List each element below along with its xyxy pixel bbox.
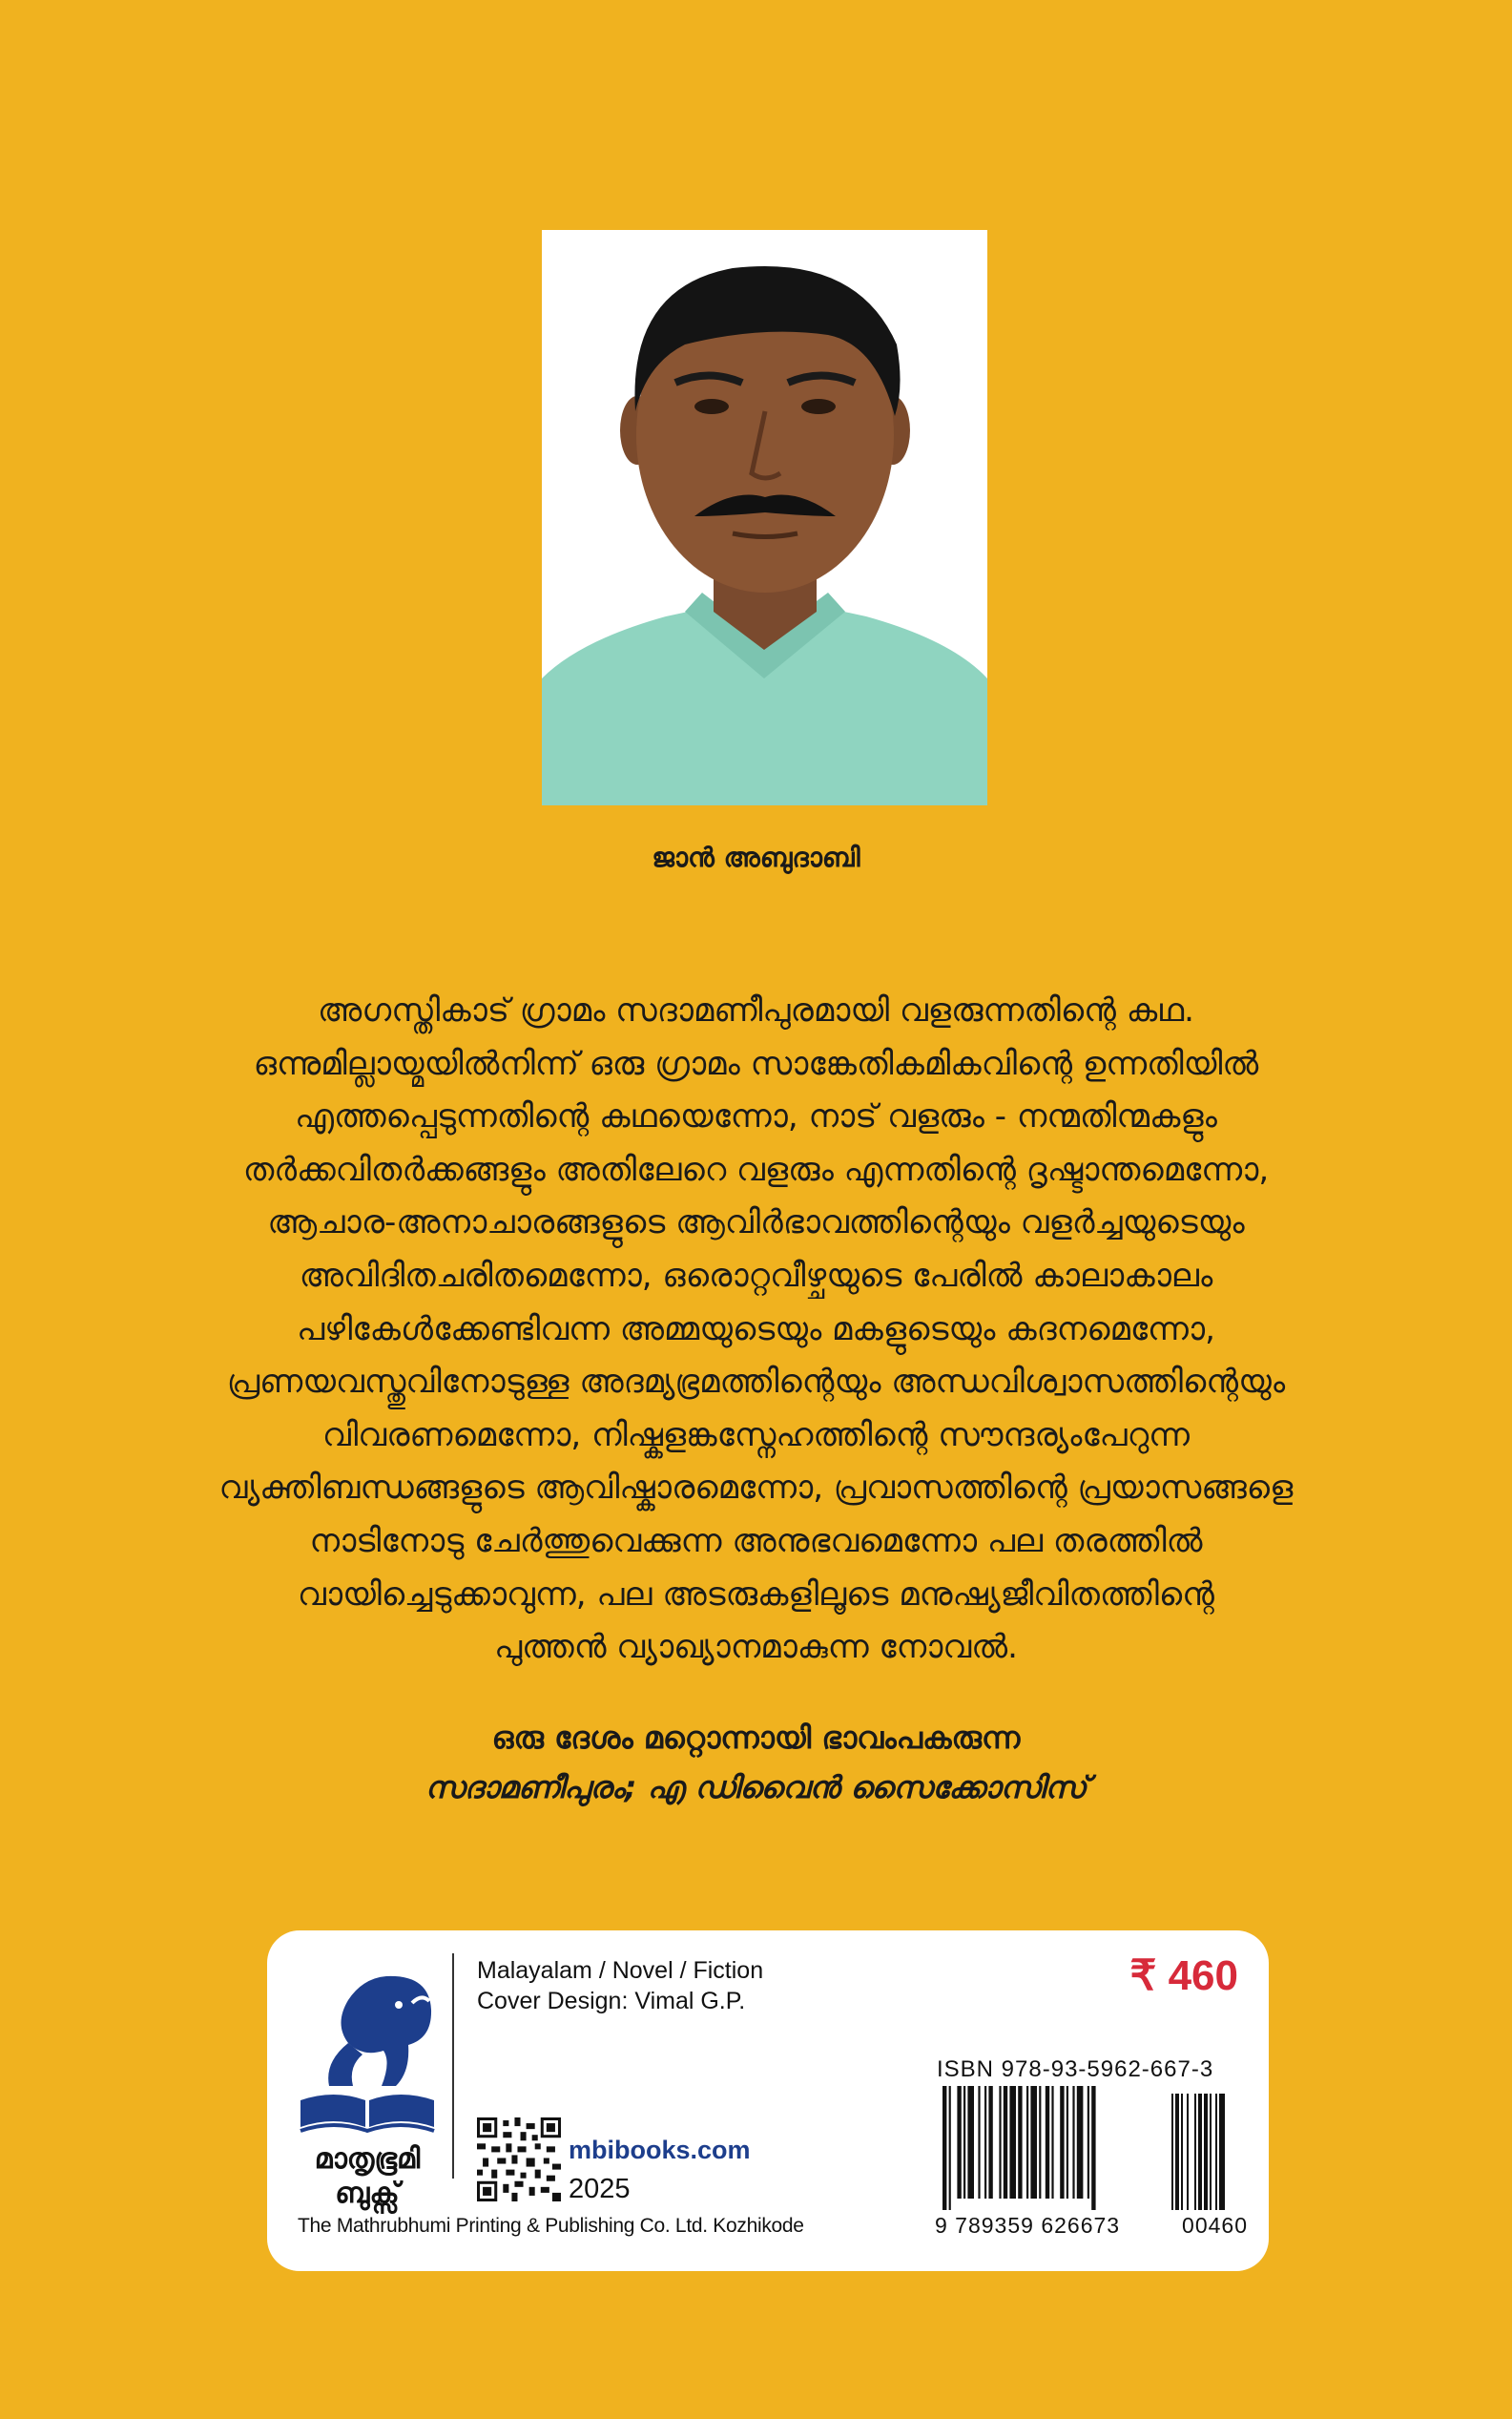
blurb-line: തർക്കവിതർക്കങ്ങളും അതിലേറെ വളരും എന്നതിന്റെ ദൃഷ്ടാന്തമെന്നോ, (242, 1150, 1270, 1189)
book-blurb (124, 985, 1388, 1675)
publisher-info-card (267, 1930, 1269, 2271)
card-divider (452, 1953, 454, 2179)
blurb-line: വ്യക്തിബന്ധങ്ങളുടെ ആവിഷ്കാരമെന്നോ, പ്രവാസത്തിന്റെ പ്രയാസങ്ങളെ (218, 1469, 1294, 1508)
blurb-line: ആചാര-അനാചാരങ്ങളുടെ ആവിർഭാവത്തിന്റെയും വളർച്ചയുടെയും (267, 1203, 1245, 1242)
blurb-line: നാടിനോടു ചേർത്തുവെക്കുന്ന അനുഭവമെന്നോ പല തരത്തിൽ (309, 1521, 1203, 1560)
qr-code-icon (477, 2117, 561, 2201)
blurb-line: പഴികേൾക്കേണ്ടിവന്ന അമ്മയുടെയും മകളുടെയും കദനമെന്നോ, (297, 1309, 1215, 1348)
book-category: Malayalam / Novel / Fiction (477, 1957, 764, 1984)
logo-text-line: ബുക്സ് (335, 2177, 400, 2210)
book-title: സദാമണീപുരം; എ ഡിവൈൻ സൈക്കോസിസ് (425, 1769, 1087, 1805)
logo-text-line: മാതൃഭൂമി (314, 2142, 421, 2176)
cover-design-credit: Cover Design: Vimal G.P. (477, 1988, 746, 2014)
publisher-logo-text (296, 2142, 439, 2211)
blurb-line: അവിദിതചരിതമെന്നോ, ഒരൊറ്റവീഴ്ചയുടെ പേരിൽ കാലാകാലം (299, 1256, 1213, 1295)
publication-year: 2025 (569, 2174, 631, 2204)
isbn: ISBN 978-93-5962-667-3 (937, 2056, 1214, 2082)
tagline (0, 1713, 1512, 1812)
blurb-line: അഗസ്തികാട് ഗ്രാമം സദാമണീപുരമായി വളരുന്നതിന്റെ കഥ. (318, 991, 1194, 1030)
blurb-line: പ്രണയവസ്തുവിനോടുള്ള അദമ്യഭ്രമത്തിന്റെയും അന്ധവിശ്വാസത്തിന്റെയും (226, 1363, 1286, 1402)
website-link[interactable]: mbibooks.com (569, 2136, 751, 2164)
tagline-text: ഒരു ദേശം മറ്റൊന്നായി ഭാവംപകരുന്ന (491, 1720, 1021, 1756)
blurb-line: എത്തപ്പെടുന്നതിന്റെ കഥയെന്നോ, നാട് വളരും - നന്മതിന്മകളും (295, 1097, 1217, 1137)
author-photo (542, 230, 987, 805)
blurb-line: വിവരണമെന്നോ, നിഷ്കളങ്കസ്നേഹത്തിന്റെ സൗന്ദര്യംപേറുന്ന (321, 1415, 1190, 1454)
author-name: ജാൻ അബുദാബി (652, 842, 860, 873)
blurb-line: ഒന്നുമില്ലായ്മയിൽനിന്ന് ഒരു ഗ്രാമം സാങ്കേതികമികവിന്റെ ഉന്നതിയിൽ (253, 1044, 1259, 1083)
blurb-line: പുത്തൻ വ്യാഖ്യാനമാകുന്ന നോവൽ. (494, 1628, 1018, 1667)
barcode-icon (935, 2086, 1248, 2210)
barcode-main-digits: 9 789359 626673 (935, 2213, 1121, 2238)
elephant-book-logo-icon (296, 1967, 439, 2138)
blurb-line: വായിച്ചെടുക്കാവുന്ന, പല അടരുകളിലൂടെ മനുഷ്യജീവിതത്തിന്റെ (298, 1574, 1214, 1614)
book-meta (477, 1955, 763, 2016)
price: ₹ 460 (1129, 1952, 1238, 1999)
publisher-name: The Mathrubhumi Printing & Publishing Co. Ltd. Kozhikode (298, 2215, 804, 2237)
barcode-addon-digits: 00460 (1182, 2213, 1248, 2238)
